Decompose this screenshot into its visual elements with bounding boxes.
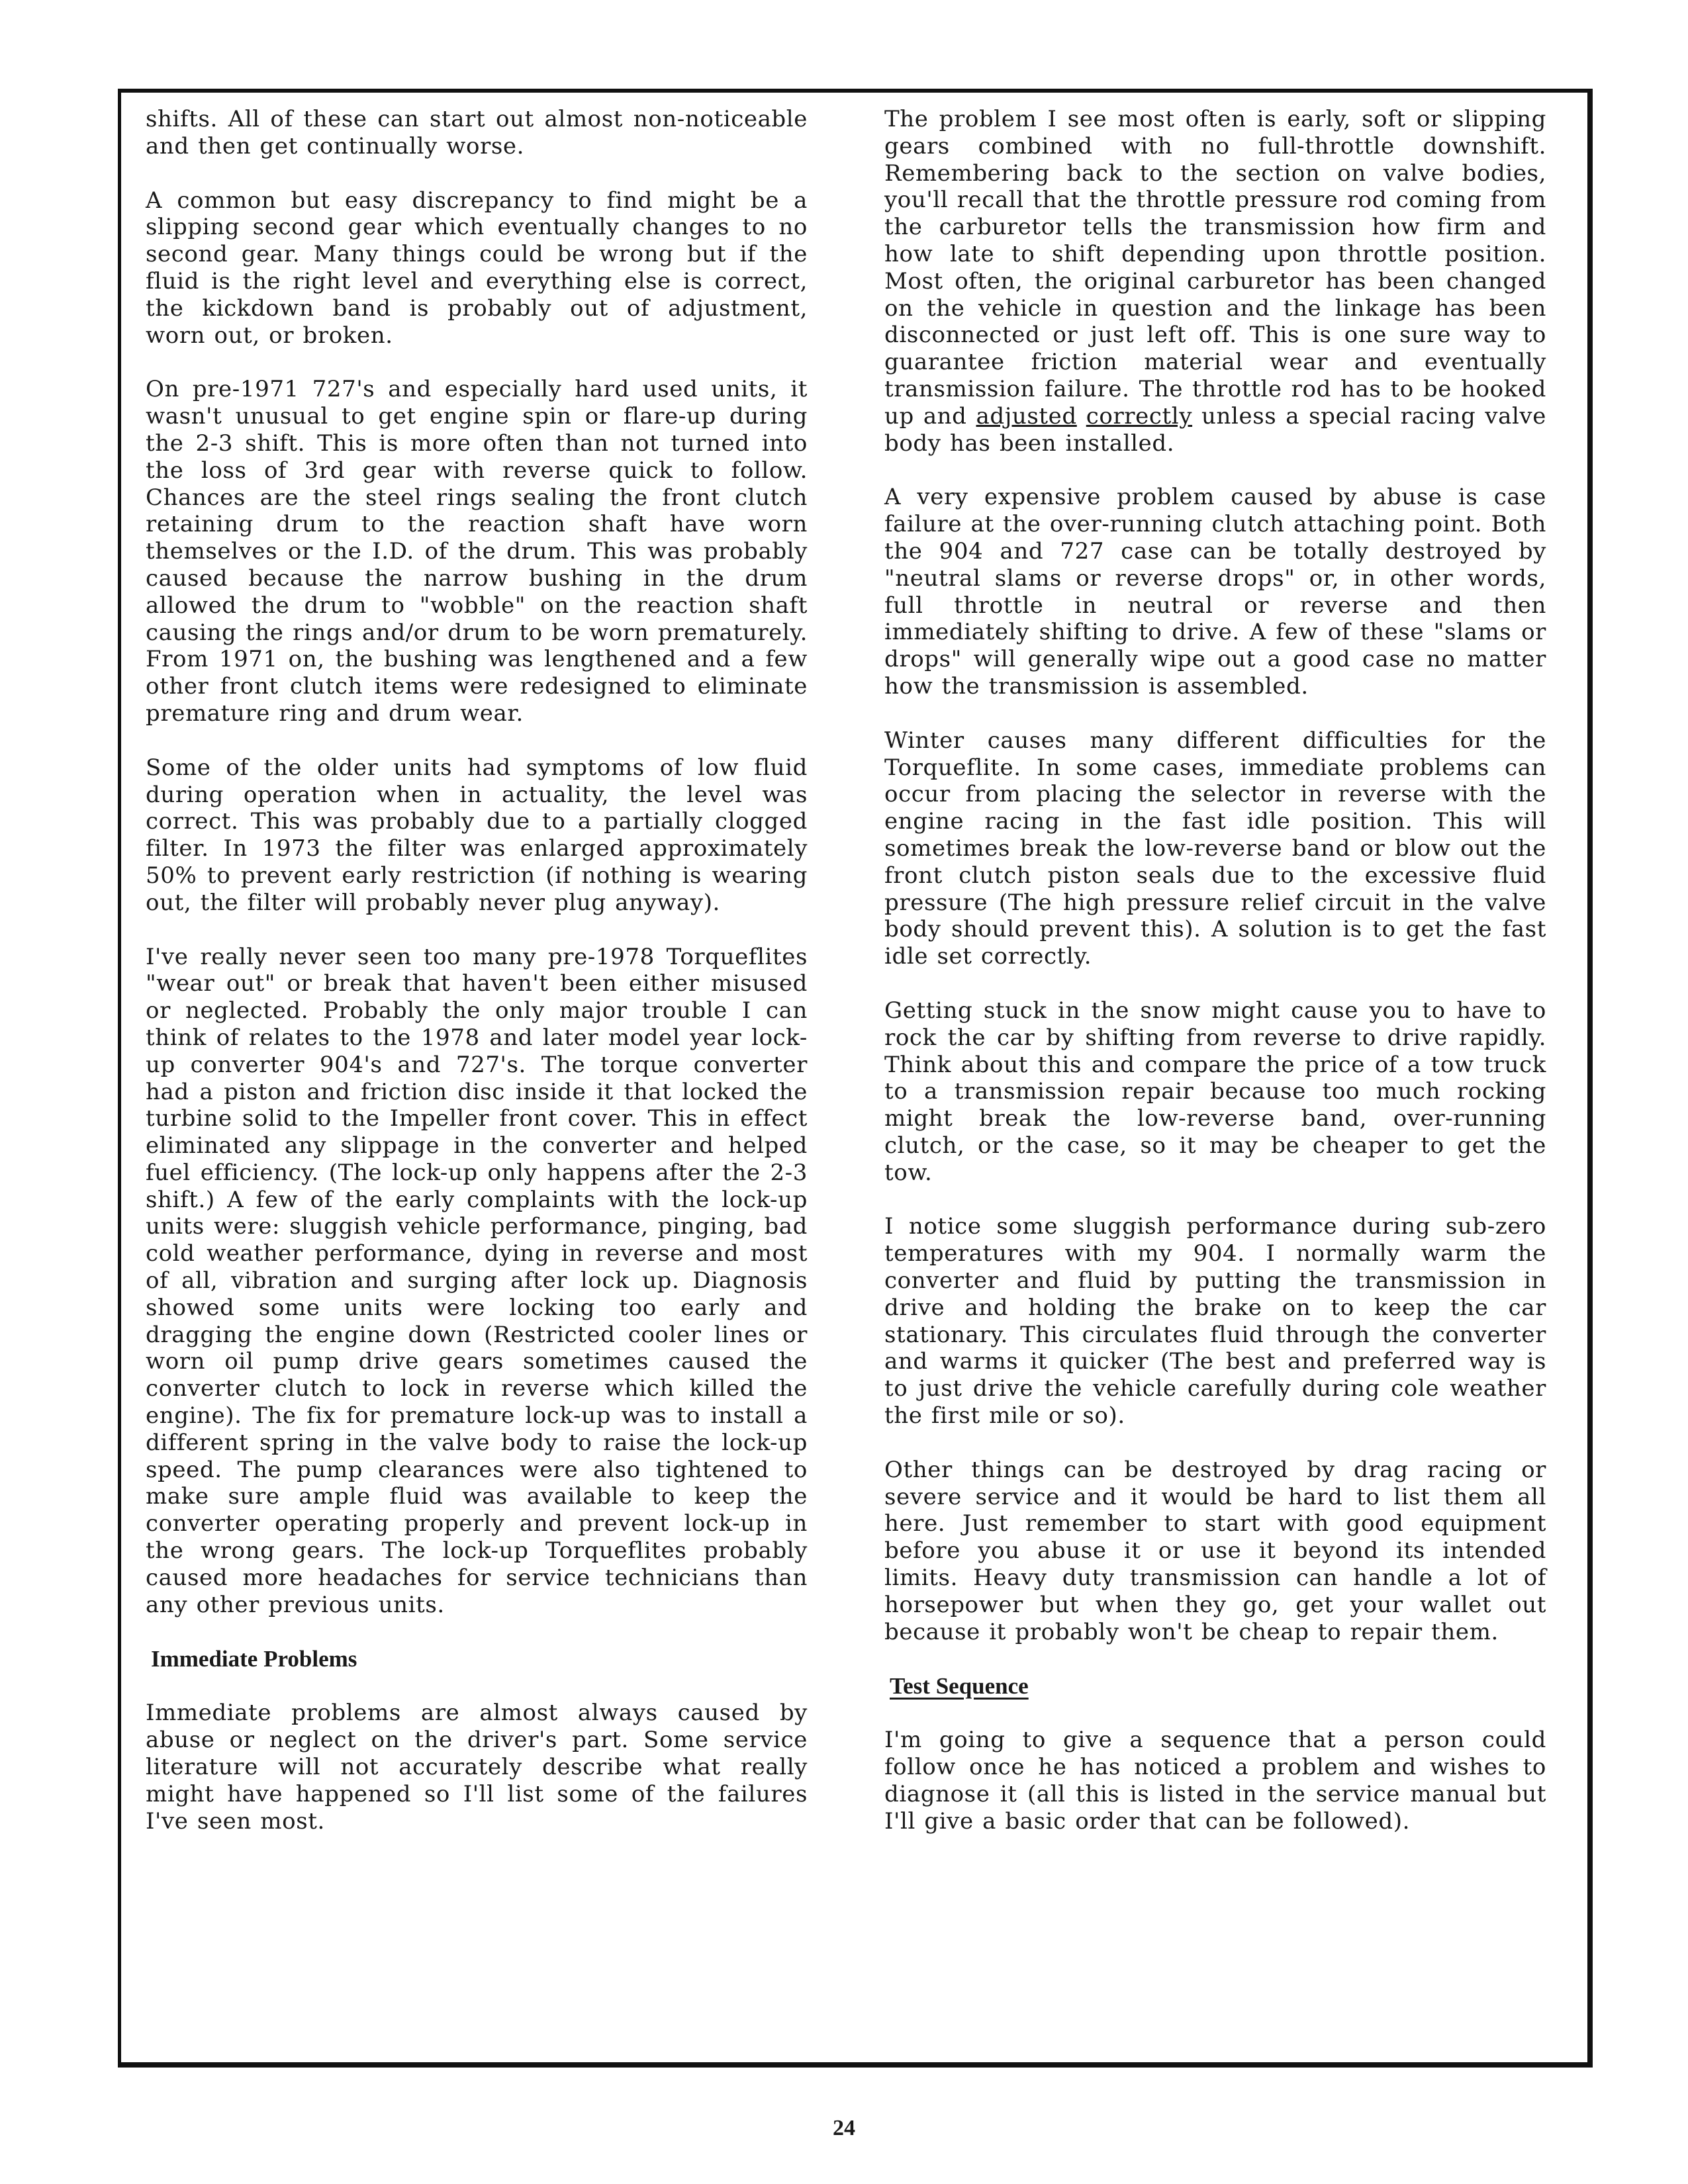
paragraph: Some of the older units had symptoms of low fluid during operation when in actuality, the level was correct. This was probably due to a partially clogged filter. In 1973 the filter was enlarged approximately 50% to prevent early restriction (if nothing is wearing out, the filter will probably never plug anyway).	[146, 754, 808, 916]
paragraph: Immediate problems are almost always caused by abuse or neglect on the driver's part. Some service literature will not accurately describe what really might have happened so I'll list some of the failures I've seen most.	[146, 1700, 808, 1835]
paragraph: Winter causes many different difficulties for the Torqueflite. In some cases, immediate problems can occur from placing the selector in reverse with the engine racing in the fast idle position. This will sometimes break the low-reverse band or blow out the front clutch piston seals due to the excessive fluid pressure (The high pressure relief circuit in the valve body should prevent this). A solution is to get the fast idle set correctly.	[884, 727, 1546, 970]
paragraph: A very expensive problem caused by abuse is case failure at the over-running clutch attaching point. Both the 904 and 727 case can be totally destroyed by "neutral slams or reverse drops" or, in other words, full throttle in neutral or reverse and then immediately shifting to drive. A few of these "slams or drops" will generally wipe out a good case no matter how the transmission is assembled.	[884, 484, 1547, 700]
paragraph	[884, 106, 1546, 457]
paragraph: Other things can be destroyed by drag racing or severe service and it would be hard to list them all here. Just remember to start with good equipment before you abuse it or use it beyond its intended limits. Heavy duty transmission can handle a lot of horsepower but when they go, get your wallet out because it probably won't be cheap to repair them.	[884, 1456, 1546, 1645]
paragraph: A common but easy discrepancy to find might be a slipping second gear which eventually changes to no second gear. Many things could be wrong but if the fluid is the right level and everything else is correct, the kickdown band is probably out of adjustment, worn out, or broken.	[146, 187, 808, 349]
paragraph-text: unless a special racing valve body has been installed.	[884, 402, 1546, 457]
section-heading-immediate-problems: Immediate Problems	[151, 1646, 357, 1672]
left-column	[146, 106, 808, 1862]
paragraph: shifts. All of these can start out almost non-noticeable and then get continually worse.	[146, 106, 808, 159]
page-number: 24	[833, 2116, 855, 2140]
underlined-word: correctly	[1086, 402, 1193, 430]
paragraph: On pre-1971 727's and especially hard used units, it wasn't unusual to get engine spin or flare-up during the 2-3 shift. This is more often than not turned into the loss of 3rd gear with reverse quick to follow. Chances are the steel rings sealing the front clutch retaining drum to the reaction shaft have worn themselves or the I.D. of the drum. This was probably caused because the narrow bushing in the drum allowed the drum to "wobble" on the reaction shaft causing the rings and/or drum to be worn prematurely. From 1971 on, the bushing was lengthened and a few other front clutch items were redesigned to eliminate premature ring and drum wear.	[146, 376, 808, 727]
section-heading-test-sequence: Test Sequence	[890, 1673, 1029, 1700]
underlined-word: adjusted	[976, 402, 1077, 430]
right-column	[884, 106, 1546, 1862]
paragraph: I've really never seen too many pre-1978 Torqueflites "wear out" or break that haven't been either misused or neglected. Probably the only major trouble I can think of relates to the 1978 and later model year lock-up converter 904's and 727's. The torque converter had a piston and friction disc inside it that locked the turbine solid to the Impeller front cover. This in effect eliminated any slippage in the converter and helped fuel efficiency. (The lock-up only happens after the 2-3 shift.) A few of the early complaints with the lock-up units were: sluggish vehicle performance, pinging, bad cold weather performance, dying in reverse and most of all, vibration and surging after lock up. Diagnosis showed some units were locking too early and dragging the engine down (Restricted cooler lines or worn oil pump drive gears sometimes caused the converter clutch to lock in reverse which killed the engine). The fix for premature lock-up was to install a different spring in the valve body to raise the lock-up speed. The pump clearances were also tightened to make sure ample fluid was available to keep the converter operating properly and prevent lock-up in the wrong gears. The lock-up Torqueflites probably caused more headaches for service technicians than any other previous units.	[146, 943, 808, 1618]
paragraph-text: The problem I see most often is early, soft or slipping gears combined with no full-throttle downshift. Remembering back to the section on valve bodies, you'll recall that the throttle pressure rod coming from the carburetor tells the transmission how firm and how late to shift depending upon throttle position. Most often, the original carburetor has been changed on the vehicle in question and the linkage has been disconnected or just left off. This is one sure way to guarantee friction material wear and eventually transmission failure. The throttle rod has to be hooked up and	[884, 106, 1546, 430]
paragraph: I'm going to give a sequence that a person could follow once he has noticed a problem and wishes to diagnose it (all this is listed in the service manual but I'll give a basic order that can be followed).	[884, 1727, 1546, 1835]
paragraph: I notice some sluggish performance during sub-zero temperatures with my 904. I normally warm the converter and fluid by putting the transmission in drive and holding the brake on to keep the car stationary. This circulates fluid through the converter and warms it quicker (The best and preferred way is to just drive the vehicle carefully during cole weather the first mile or so).	[884, 1213, 1546, 1430]
paragraph: Getting stuck in the snow might cause you to have to rock the car by shifting from reverse to drive rapidly. Think about this and compare the price of a tow truck to a transmission repair because too much rocking might break the low-reverse band, over-running clutch, or the case, so it may be cheaper to get the tow.	[884, 997, 1546, 1186]
